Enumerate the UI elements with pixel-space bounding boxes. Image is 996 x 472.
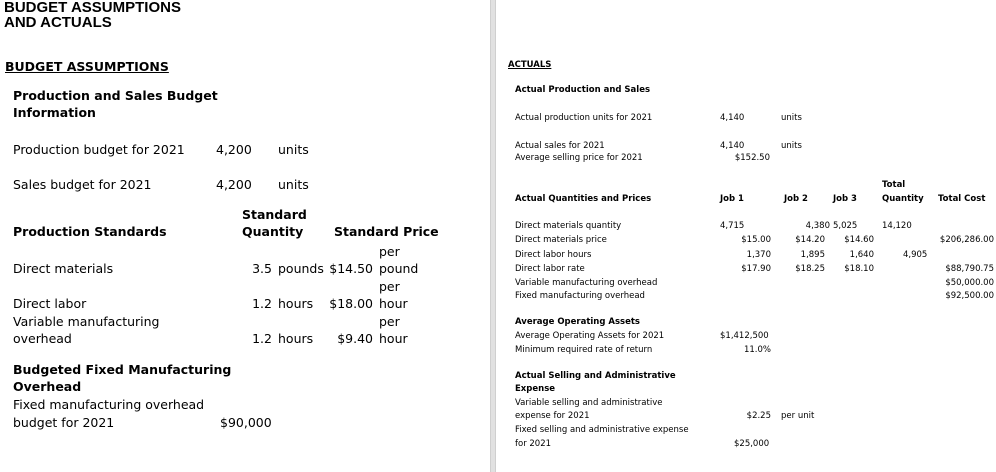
min-rate-value: 11.0% bbox=[743, 345, 771, 355]
avg-operating-assets-heading: Average Operating Assets bbox=[515, 317, 640, 327]
dm-qty-job1: 4,715 bbox=[720, 221, 745, 231]
fmo-actual-label: Fixed manufacturing overhead bbox=[515, 291, 645, 301]
avg-operating-assets-value: $1,412,500 bbox=[720, 331, 769, 341]
var-selling-label-2: expense for 2021 bbox=[515, 411, 590, 421]
actual-qp-heading: Actual Quantities and Prices bbox=[515, 194, 652, 204]
dl-per: per bbox=[379, 279, 400, 294]
actual-production-label: Actual production units for 2021 bbox=[515, 113, 653, 123]
actuals-heading: ACTUALS bbox=[508, 60, 552, 70]
fixed-selling-label-2: for 2021 bbox=[515, 439, 552, 449]
vmo-actual-label: Variable manufacturing overhead bbox=[515, 278, 658, 288]
dl-hours-job3: 1,640 bbox=[849, 250, 874, 260]
fixed-overhead-heading-2: Overhead bbox=[13, 379, 82, 394]
dm-price-label: Direct materials price bbox=[515, 235, 607, 245]
actual-sales-label: Actual sales for 2021 bbox=[515, 141, 605, 151]
fixed-selling-value: $25,000 bbox=[734, 439, 770, 449]
pane-divider bbox=[490, 0, 496, 472]
dm-label: Direct materials bbox=[13, 261, 114, 276]
dm-per: per bbox=[379, 244, 400, 259]
var-selling-value: $2.25 bbox=[746, 411, 771, 421]
vmo-actual-cost: $50,000.00 bbox=[945, 278, 994, 288]
fixed-overhead-heading-1: Budgeted Fixed Manufacturing bbox=[13, 362, 232, 377]
actual-production-value: 4,140 bbox=[720, 113, 745, 123]
dl-qty: 1.2 bbox=[252, 296, 272, 311]
dl-hours-total: 4,905 bbox=[903, 250, 928, 260]
dl-qty-unit: hours bbox=[278, 296, 314, 311]
prod-sales-heading-2: Information bbox=[13, 105, 96, 120]
dl-hours-job1: 1,370 bbox=[746, 250, 771, 260]
production-budget-label: Production budget for 2021 bbox=[13, 142, 185, 157]
dm-qty: 3.5 bbox=[252, 261, 272, 276]
fmo-actual-cost: $92,500.00 bbox=[945, 291, 994, 301]
actual-sales-value: 4,140 bbox=[720, 141, 745, 151]
dl-per-unit: hour bbox=[379, 296, 408, 311]
avg-operating-assets-label: Average Operating Assets for 2021 bbox=[515, 331, 665, 341]
avg-selling-price-value: $152.50 bbox=[734, 153, 770, 163]
vmo-qty: 1.2 bbox=[252, 331, 272, 346]
col-total-cost: Total Cost bbox=[938, 194, 986, 204]
dl-rate-label: Direct labor rate bbox=[515, 264, 585, 274]
col-total-1: Total bbox=[882, 180, 906, 190]
dm-price-cost: $206,286.00 bbox=[939, 235, 994, 245]
dl-rate-job1: $17.90 bbox=[741, 264, 771, 274]
selling-admin-heading-1: Actual Selling and Administrative bbox=[515, 371, 676, 381]
actual-sales-unit: units bbox=[781, 141, 802, 151]
col-job1: Job 1 bbox=[720, 194, 744, 204]
dm-qty-label: Direct materials quantity bbox=[515, 221, 622, 231]
fixed-selling-label-1: Fixed selling and administrative expense bbox=[515, 425, 689, 435]
dl-rate-cost: $88,790.75 bbox=[945, 264, 994, 274]
dl-rate-job2: $18.25 bbox=[795, 264, 825, 274]
production-standards-heading: Production Standards bbox=[13, 224, 167, 239]
vmo-qty-unit: hours bbox=[278, 331, 314, 346]
dl-price: $18.00 bbox=[329, 296, 373, 311]
actual-prod-sales-heading: Actual Production and Sales bbox=[515, 85, 651, 95]
selling-admin-heading-2: Expense bbox=[515, 384, 556, 394]
vmo-price: $9.40 bbox=[337, 331, 373, 346]
dl-rate-job3: $18.10 bbox=[844, 264, 874, 274]
fixed-overhead-label-2: budget for 2021 bbox=[13, 415, 115, 430]
dm-qty-job2: 4,380 bbox=[805, 221, 830, 231]
var-selling-unit: per unit bbox=[781, 411, 815, 421]
col-job3: Job 3 bbox=[833, 194, 857, 204]
dm-per-unit: pound bbox=[379, 261, 419, 276]
dm-price-job2: $14.20 bbox=[795, 235, 825, 245]
std-qty-header-2: Quantity bbox=[242, 224, 304, 239]
vmo-label-2: overhead bbox=[13, 331, 72, 346]
vmo-per-unit: hour bbox=[379, 331, 408, 346]
sales-budget-value: 4,200 bbox=[216, 177, 252, 192]
dl-hours-label: Direct labor hours bbox=[515, 250, 592, 260]
vmo-per: per bbox=[379, 314, 400, 329]
actual-production-unit: units bbox=[781, 113, 802, 123]
dm-qty-job3: 5,025 bbox=[833, 221, 858, 231]
min-rate-label: Minimum required rate of return bbox=[515, 345, 653, 355]
dm-qty-total: 14,120 bbox=[882, 221, 912, 231]
vmo-label-1: Variable manufacturing bbox=[13, 314, 160, 329]
std-price-header: Standard Price bbox=[334, 224, 439, 239]
dl-hours-job2: 1,895 bbox=[800, 250, 825, 260]
dm-price: $14.50 bbox=[329, 261, 373, 276]
col-total-2: Quantity bbox=[882, 194, 924, 204]
col-job2: Job 2 bbox=[784, 194, 808, 204]
production-budget-value: 4,200 bbox=[216, 142, 252, 157]
dm-price-job3: $14.60 bbox=[844, 235, 874, 245]
avg-selling-price-label: Average selling price for 2021 bbox=[515, 153, 643, 163]
dl-label: Direct labor bbox=[13, 296, 87, 311]
dm-price-job1: $15.00 bbox=[741, 235, 771, 245]
std-qty-header-1: Standard bbox=[242, 207, 307, 222]
budget-assumptions-heading: BUDGET ASSUMPTIONS bbox=[5, 59, 169, 74]
production-budget-unit: units bbox=[278, 142, 309, 157]
var-selling-label-1: Variable selling and administrative bbox=[515, 398, 663, 408]
prod-sales-heading-1: Production and Sales Budget bbox=[13, 88, 218, 103]
page-title-line2: AND ACTUALS bbox=[4, 14, 112, 31]
dm-qty-unit: pounds bbox=[278, 261, 324, 276]
page-title-line1: BUDGET ASSUMPTIONS bbox=[4, 0, 181, 16]
fixed-overhead-value: $90,000 bbox=[220, 415, 272, 430]
sales-budget-unit: units bbox=[278, 177, 309, 192]
fixed-overhead-label-1: Fixed manufacturing overhead bbox=[13, 397, 205, 412]
sales-budget-label: Sales budget for 2021 bbox=[13, 177, 152, 192]
